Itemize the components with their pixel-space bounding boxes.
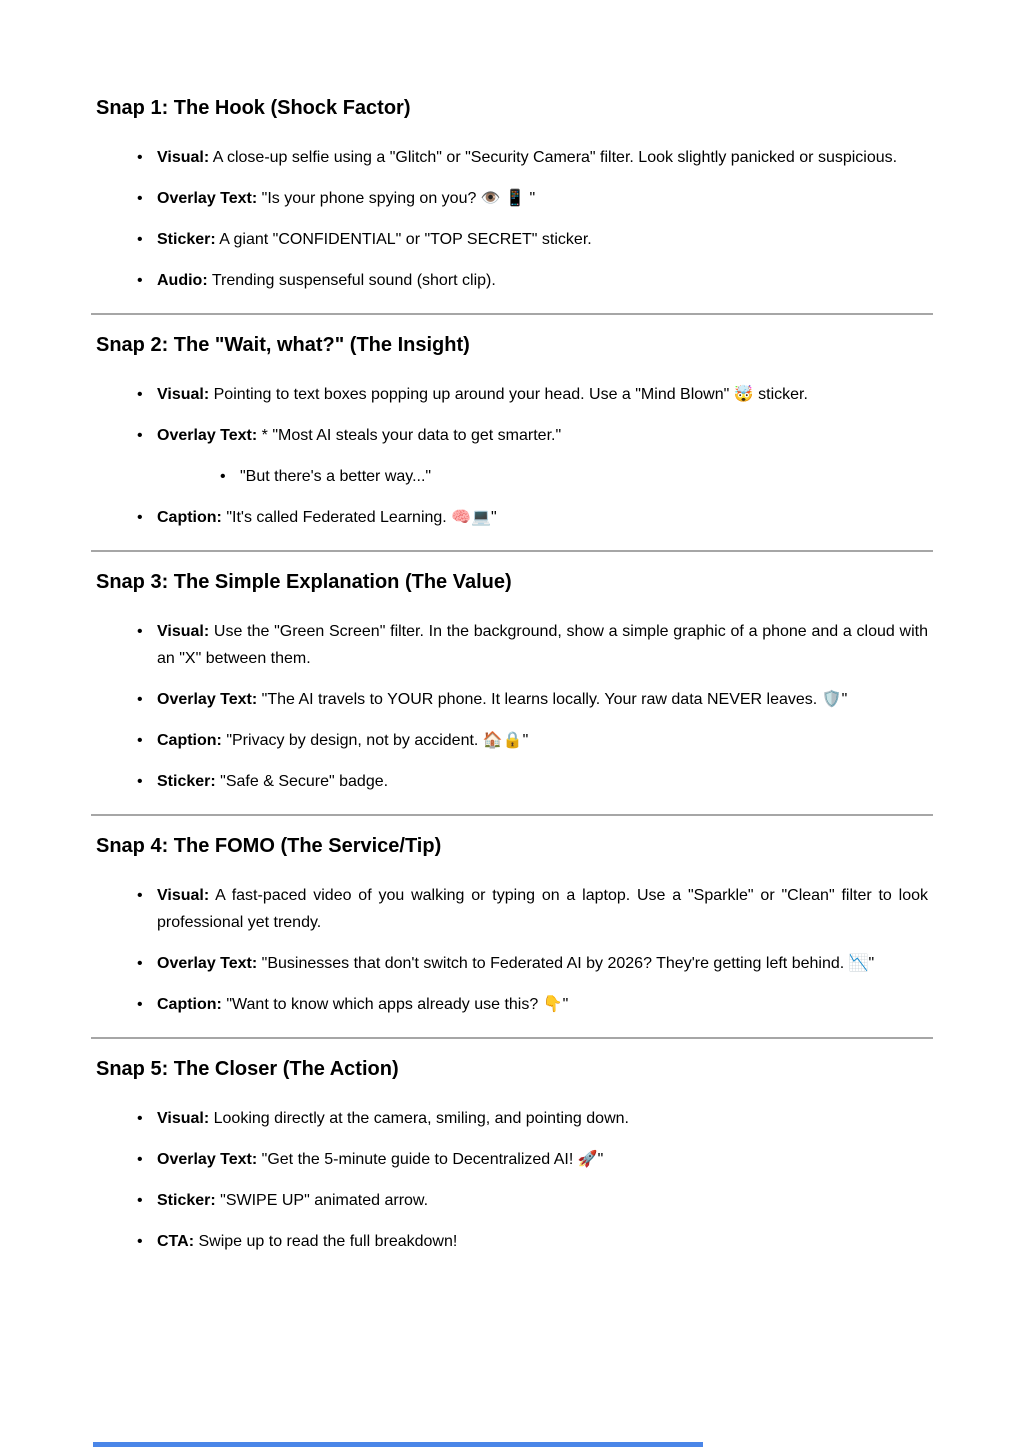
section-divider — [91, 814, 933, 816]
bullet-text: "Want to know which apps already use this? 👇" — [226, 996, 569, 1013]
bullet-text: "But there's a better way..." — [240, 468, 432, 485]
bullet-text: "SWIPE UP" animated arrow. — [220, 1192, 429, 1209]
section-snap-5 — [96, 1057, 928, 1255]
bullet-list — [96, 381, 928, 531]
bullet-label: Caption: — [157, 996, 222, 1013]
section-divider — [91, 550, 933, 552]
bullet-label: Overlay Text: — [157, 955, 258, 972]
bullet-label: Sticker: — [157, 231, 216, 248]
bullet-label: Visual: — [157, 1110, 210, 1127]
bullet-label: Visual: — [157, 887, 210, 904]
section-snap-4 — [96, 834, 928, 1018]
bullet-list — [96, 1105, 928, 1255]
bullet-list — [96, 882, 928, 1018]
bullet-item — [157, 686, 928, 713]
bullet-label: Caption: — [157, 509, 222, 526]
bullet-item — [157, 1228, 928, 1255]
bullet-item — [157, 882, 928, 936]
bullet-text: "Safe & Secure" badge. — [220, 773, 389, 790]
bullet-label: Overlay Text: — [157, 691, 258, 708]
bullet-text: Use the "Green Screen" filter. In the background, show a simple graphic of a phone and a cloud with an "X" between them. — [157, 623, 928, 667]
bullet-text: "Get the 5-minute guide to Decentralized AI! 🚀" — [261, 1151, 604, 1168]
section-snap-3 — [96, 570, 928, 795]
section-title: Snap 4: The FOMO (The Service/Tip) — [96, 835, 442, 857]
bullet-label: Sticker: — [157, 1192, 216, 1209]
bullet-item — [157, 144, 928, 171]
bullet-item — [157, 1105, 928, 1132]
bullet-text: "Is your phone spying on you? 👁️ 📱 " — [261, 190, 536, 207]
bullet-label: Overlay Text: — [157, 1151, 258, 1168]
bullet-label: Overlay Text: — [157, 190, 258, 207]
bullet-item — [157, 1187, 928, 1214]
bullet-text: Looking directly at the camera, smiling, and pointing down. — [213, 1110, 629, 1127]
bullet-label: Sticker: — [157, 773, 216, 790]
bullet-item — [157, 768, 928, 795]
section-divider — [91, 313, 933, 315]
section-title: Snap 2: The "Wait, what?" (The Insight) — [96, 334, 470, 356]
bullet-item — [157, 267, 928, 294]
bullet-text: "It's called Federated Learning. 🧠💻" — [226, 509, 497, 526]
bullet-text: Trending suspenseful sound (short clip). — [211, 272, 496, 289]
clipped-element-edge — [93, 1442, 703, 1447]
bullet-label: Visual: — [157, 623, 210, 640]
section-snap-2 — [96, 333, 928, 531]
section-title: Snap 5: The Closer (The Action) — [96, 1058, 399, 1080]
nested-bullet-item — [240, 463, 928, 490]
bullet-label: Visual: — [157, 149, 210, 166]
bullet-item — [157, 950, 928, 977]
bullet-item — [157, 226, 928, 253]
section-divider — [91, 1037, 933, 1039]
section-title: Snap 1: The Hook (Shock Factor) — [96, 97, 411, 119]
bullet-item — [157, 991, 928, 1018]
bullet-text: "Businesses that don't switch to Federated AI by 2026? They're getting left behind. 📉" — [261, 955, 875, 972]
bullet-text: * "Most AI steals your data to get smarter." — [261, 427, 562, 444]
bullet-text: "Privacy by design, not by accident. 🏠🔒" — [226, 732, 529, 749]
bullet-list — [96, 144, 928, 294]
bullet-text: A close-up selfie using a "Glitch" or "Security Camera" filter. Look slightly panicked or suspicious. — [212, 149, 898, 166]
nested-bullet-list — [157, 463, 928, 490]
section-snap-1 — [96, 96, 928, 294]
bullet-item — [157, 381, 928, 408]
bullet-item — [157, 727, 928, 754]
bullet-item — [157, 618, 928, 672]
section-title: Snap 3: The Simple Explanation (The Value) — [96, 571, 512, 593]
bullet-label: CTA: — [157, 1233, 195, 1250]
bullet-item — [157, 1146, 928, 1173]
bullet-text: Swipe up to read the full breakdown! — [198, 1233, 458, 1250]
bullet-label: Audio: — [157, 272, 208, 289]
bullet-text: "The AI travels to YOUR phone. It learns locally. Your raw data NEVER leaves. 🛡️" — [261, 691, 848, 708]
bullet-text: A fast-paced video of you walking or typing on a laptop. Use a "Sparkle" or "Clean" filter to look professional yet trendy. — [157, 887, 928, 931]
bullet-list — [96, 618, 928, 795]
bullet-item — [157, 185, 928, 212]
bullet-text: Pointing to text boxes popping up around your head. Use a "Mind Blown" 🤯 sticker. — [213, 386, 808, 403]
bullet-item — [157, 422, 928, 490]
bullet-label: Caption: — [157, 732, 222, 749]
bullet-item — [157, 504, 928, 531]
bullet-label: Visual: — [157, 386, 210, 403]
bullet-label: Overlay Text: — [157, 427, 258, 444]
bullet-text: A giant "CONFIDENTIAL" or "TOP SECRET" sticker. — [219, 231, 592, 248]
